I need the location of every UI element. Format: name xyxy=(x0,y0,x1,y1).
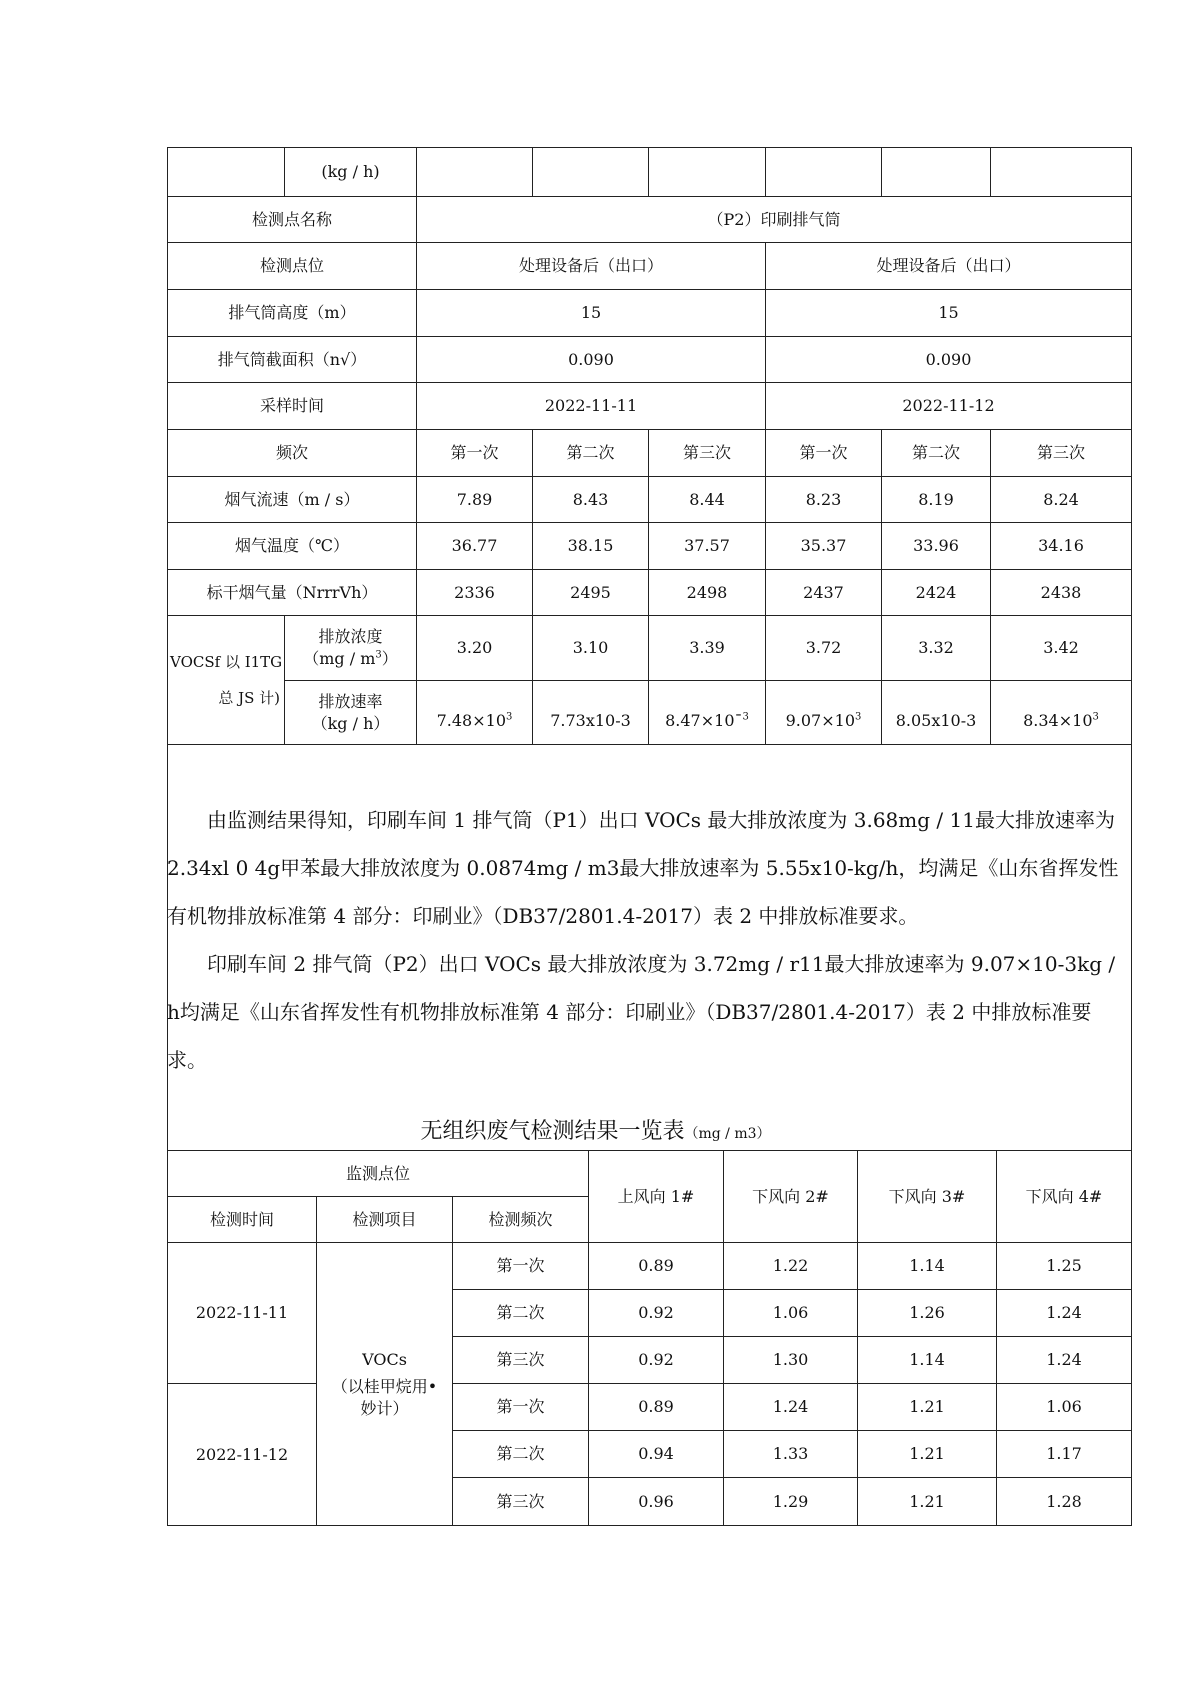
height-value: 15 xyxy=(766,290,1132,337)
value-cell: 1.24 xyxy=(997,1337,1132,1384)
freq-cell: 第三次 xyxy=(453,1478,589,1526)
value-cell: 0.92 xyxy=(589,1290,724,1337)
value-cell: 1.14 xyxy=(858,1243,997,1290)
value-cell: 1.17 xyxy=(997,1431,1132,1478)
flow-value: 2437 xyxy=(766,570,882,616)
freq-value: 第一次 xyxy=(766,430,882,477)
rate-value: 8.05x10-3 xyxy=(882,681,991,745)
point-header: 下风向 4# xyxy=(997,1151,1132,1243)
temp-value: 35.37 xyxy=(766,523,882,570)
velocity-value: 8.24 xyxy=(991,477,1132,523)
station-label: 检测点名称 xyxy=(168,197,417,243)
value-cell: 1.21 xyxy=(858,1384,997,1431)
velocity-value: 8.43 xyxy=(533,477,649,523)
velocity-label: 烟气流速（m / s） xyxy=(168,477,417,523)
conclusion-paragraph-1: 由监测结果得知，印刷车间 1 排气筒（P1）出口 VOCs 最大排放浓度为 3.68mg / 11最大排放速率为 2.34xl 0 4g甲苯最大排放浓度为 0.0874mg / m3最大排放速率为 5.55x10-kg/h，均满足《山东省挥发性有机物排放标准第 4 部分：印刷业》（DB37/2801.4-2017）表 2 中排放标准要求。 xyxy=(167,808,1119,928)
station-value: （P2）印刷排气筒 xyxy=(417,197,1132,243)
vocs-group-label: VOCSf 以 I1TG 总 JS 计) xyxy=(168,616,285,745)
freq-cell: 第三次 xyxy=(453,1337,589,1384)
freq-value: 第一次 xyxy=(417,430,533,477)
conclusion-paragraph-2: 印刷车间 2 排气筒（P2）出口 VOCs 最大排放浓度为 3.72mg / r11最大排放速率为 9.07×10-3kg / h均满足《山东省挥发性有机物排放标准第 4 部分：印刷业》（DB37/2801.4-2017）表 2 中排放标准要求。 xyxy=(167,952,1116,1072)
area-value: 0.090 xyxy=(766,337,1132,383)
flow-value: 2336 xyxy=(417,570,533,616)
flow-value: 2438 xyxy=(991,570,1132,616)
temp-value: 38.15 xyxy=(533,523,649,570)
monitor-label: 监测点位 xyxy=(168,1151,589,1197)
emission-table xyxy=(167,147,1132,745)
conc-value: 3.42 xyxy=(991,616,1132,681)
rate-value: $7.48\times 10^3$ xyxy=(417,681,533,745)
value-cell: 1.06 xyxy=(997,1384,1132,1431)
flow-value: 2498 xyxy=(649,570,766,616)
area-value: 0.090 xyxy=(417,337,766,383)
value-cell: 1.33 xyxy=(724,1431,858,1478)
position-value: 处理设备后（出口） xyxy=(417,243,766,290)
table2-unit: （mg / m3） xyxy=(684,1126,771,1142)
conc-value: 3.72 xyxy=(766,616,882,681)
value-cell: 1.22 xyxy=(724,1243,858,1290)
rate-value: 8.47×10ˉ$^3$ xyxy=(649,681,766,745)
time-value: 2022-11-12 xyxy=(766,383,1132,430)
conc-value: 3.10 xyxy=(533,616,649,681)
freq-cell: 第二次 xyxy=(453,1431,589,1478)
time-label: 采样时间 xyxy=(168,383,417,430)
temp-value: 34.16 xyxy=(991,523,1132,570)
value-cell: 1.24 xyxy=(997,1290,1132,1337)
flow-label: 标干烟气量（NrrrVh） xyxy=(168,570,417,616)
freq-value: 第三次 xyxy=(649,430,766,477)
fugitive-table xyxy=(167,1150,1132,1526)
table2-title: 无组织废气检测结果一览表（mg / m3） xyxy=(420,1119,771,1144)
value-cell: 1.21 xyxy=(858,1478,997,1526)
temp-value: 36.77 xyxy=(417,523,533,570)
col-freq: 检测频次 xyxy=(453,1197,589,1243)
area-label: 排气筒截面积（n√） xyxy=(168,337,417,383)
temp-value: 37.57 xyxy=(649,523,766,570)
conc-value: 3.32 xyxy=(882,616,991,681)
rate-label: 排放速率 （kg / h） xyxy=(285,681,417,745)
freq-value: 第二次 xyxy=(533,430,649,477)
point-header: 下风向 2# xyxy=(724,1151,858,1243)
col-item: 检测项目 xyxy=(317,1197,453,1243)
velocity-value: 7.89 xyxy=(417,477,533,523)
freq-value: 第二次 xyxy=(882,430,991,477)
value-cell: 1.29 xyxy=(724,1478,858,1526)
freq-cell: 第一次 xyxy=(453,1384,589,1431)
freq-value: 第三次 xyxy=(991,430,1132,477)
blank-cell xyxy=(168,148,285,197)
temp-value: 33.96 xyxy=(882,523,991,570)
height-value: 15 xyxy=(417,290,766,337)
temp-label: 烟气温度（℃） xyxy=(168,523,417,570)
time-value: 2022-11-11 xyxy=(417,383,766,430)
point-header: 上风向 1# xyxy=(589,1151,724,1243)
unit-cell: (kg / h) xyxy=(285,148,417,197)
value-cell: 1.06 xyxy=(724,1290,858,1337)
rate-value: $8.34\times 10^3$ xyxy=(991,681,1132,745)
frame-right xyxy=(1131,745,1132,1150)
velocity-value: 8.23 xyxy=(766,477,882,523)
value-cell: 0.89 xyxy=(589,1384,724,1431)
value-cell: 1.28 xyxy=(997,1478,1132,1526)
position-value: 处理设备后（出口） xyxy=(766,243,1132,290)
velocity-value: 8.19 xyxy=(882,477,991,523)
position-label: 检测点位 xyxy=(168,243,417,290)
date-cell: 2022-11-11 xyxy=(168,1243,317,1384)
freq-cell: 第二次 xyxy=(453,1290,589,1337)
value-cell: 1.26 xyxy=(858,1290,997,1337)
rate-value: 7.73x10-3 xyxy=(533,681,649,745)
velocity-value: 8.44 xyxy=(649,477,766,523)
value-cell: 1.21 xyxy=(858,1431,997,1478)
value-cell: 0.89 xyxy=(589,1243,724,1290)
height-label: 排气筒高度（m） xyxy=(168,290,417,337)
flow-value: 2495 xyxy=(533,570,649,616)
value-cell: 0.94 xyxy=(589,1431,724,1478)
value-cell: 1.24 xyxy=(724,1384,858,1431)
freq-label: 频次 xyxy=(168,430,417,477)
rate-value: $9.07\times 10^3$ xyxy=(766,681,882,745)
conc-value: 3.39 xyxy=(649,616,766,681)
point-header: 下风向 3# xyxy=(858,1151,997,1243)
value-cell: 0.96 xyxy=(589,1478,724,1526)
value-cell: 1.25 xyxy=(997,1243,1132,1290)
flow-value: 2424 xyxy=(882,570,991,616)
value-cell: 0.92 xyxy=(589,1337,724,1384)
freq-cell: 第一次 xyxy=(453,1243,589,1290)
date-cell: 2022-11-12 xyxy=(168,1384,317,1526)
value-cell: 1.30 xyxy=(724,1337,858,1384)
conc-label: 排放浓度 $(mg / m^3)$ xyxy=(285,616,417,681)
col-time: 检测时间 xyxy=(168,1197,317,1243)
conc-value: 3.20 xyxy=(417,616,533,681)
value-cell: 1.14 xyxy=(858,1337,997,1384)
item-cell: VOCs （以桂甲烷用• 妙计） xyxy=(317,1243,453,1526)
